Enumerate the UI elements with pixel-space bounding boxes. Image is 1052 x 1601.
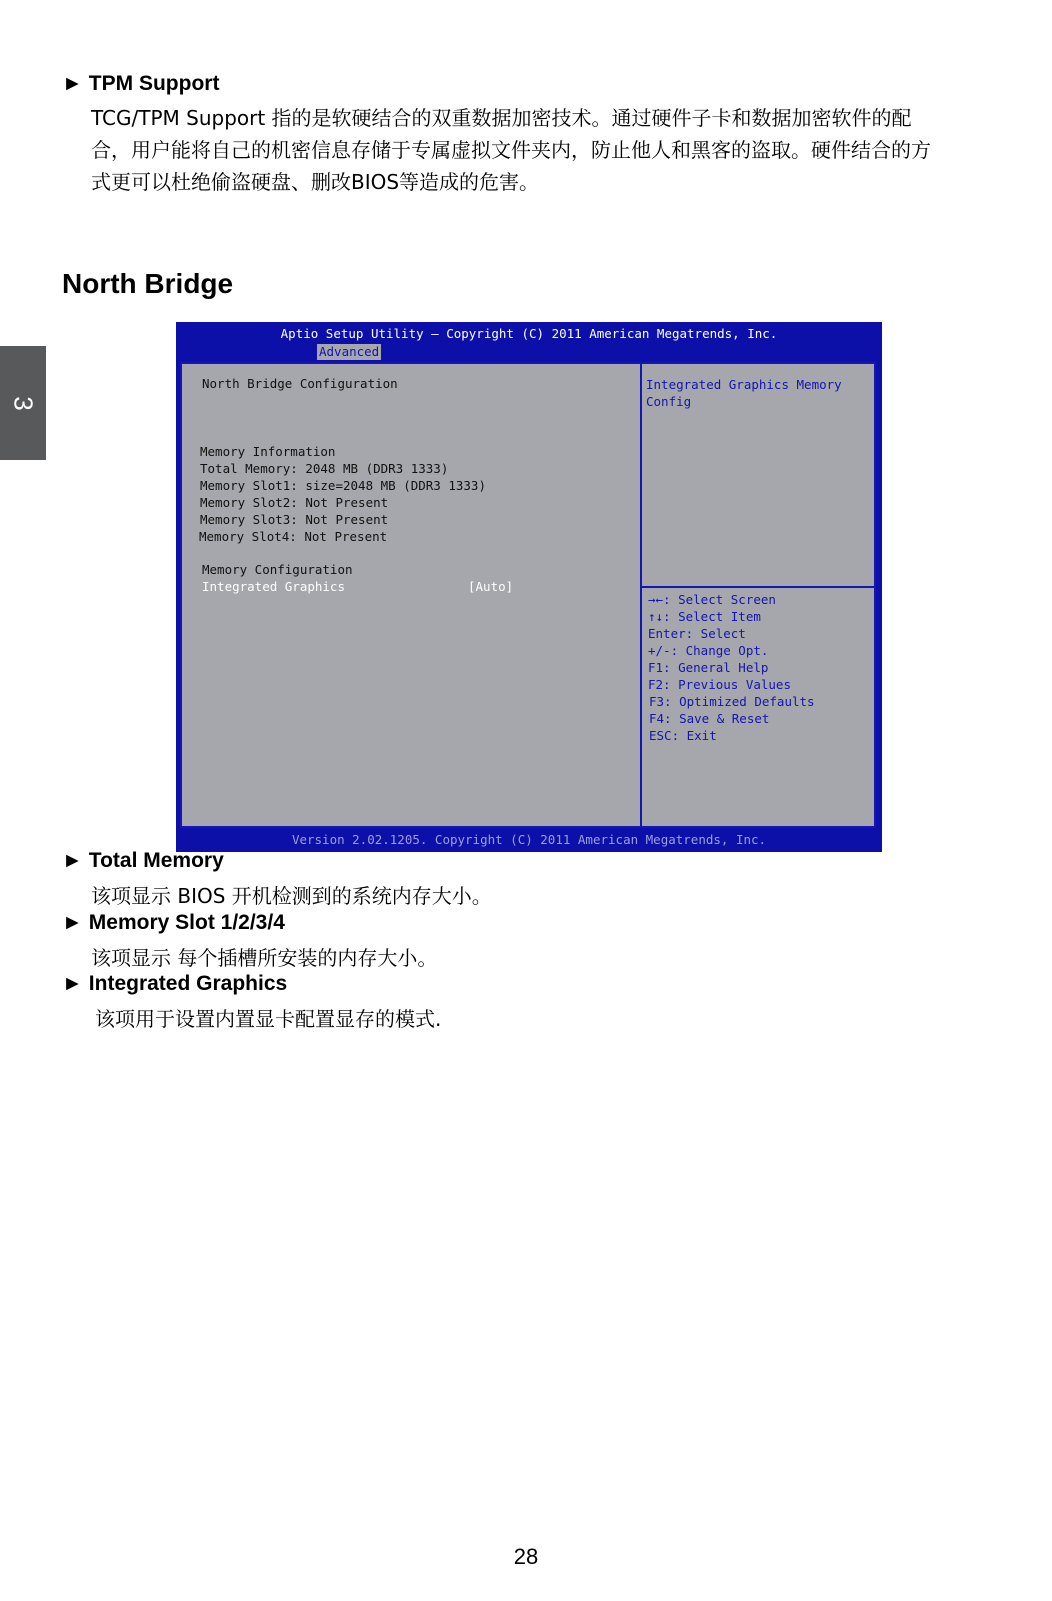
integrated-graphics-heading xyxy=(62,972,287,996)
bios-key-legend xyxy=(642,588,874,826)
total-memory-text: 该项显示 BIOS 开机检测到的系统内存大小。 xyxy=(91,884,492,908)
integrated-graphics-value[interactable]: [Auto] xyxy=(468,579,514,594)
tpm-line-1: TCG/TPM Support 指的是软硬结合的双重数据加密技术。通过硬件子卡和数据加密软件的配 xyxy=(91,106,912,130)
total-memory-heading xyxy=(62,849,224,873)
help-line-1: Integrated Graphics Memory xyxy=(646,377,842,392)
chapter-number: 3 xyxy=(8,395,39,411)
key-f2: F2: Previous Values xyxy=(648,677,791,692)
memory-slot-text: 该项显示 每个插槽所安装的内存大小。 xyxy=(91,946,438,970)
bios-main-panel xyxy=(180,362,876,828)
memory-config-label: Memory Configuration xyxy=(202,562,353,577)
key-esc: ESC: Exit xyxy=(649,728,717,743)
memory-slot-description xyxy=(91,942,1011,974)
key-enter: Enter: Select xyxy=(648,626,746,641)
help-line-2: Config xyxy=(646,394,692,409)
key-select-screen: →←: Select Screen xyxy=(648,592,776,607)
bios-panel-heading: North Bridge Configuration xyxy=(202,376,398,391)
tpm-line-2: 合，用户能将自己的机密信息存储于专属虚拟文件夹内，防止他人和黑客的盗取。硬件结合的方 xyxy=(91,138,931,162)
key-f1: F1: General Help xyxy=(648,660,769,675)
tpm-line-3: 式更可以杜绝偷盗硬盘、删改BIOS等造成的危害。 xyxy=(91,170,540,194)
integrated-graphics-description xyxy=(95,1003,1015,1035)
page-number: 28 xyxy=(513,1544,539,1569)
tpm-support-title: TPM Support xyxy=(88,72,220,95)
chapter-tab xyxy=(0,346,46,460)
bullet-arrow-icon: ► xyxy=(62,849,83,872)
total-memory-title: Total Memory xyxy=(88,849,224,872)
integrated-graphics-option[interactable]: Integrated Graphics xyxy=(202,579,345,594)
key-change-opt: +/-: Change Opt. xyxy=(648,643,769,658)
bios-help-panel xyxy=(642,364,874,588)
tab-advanced[interactable]: Advanced xyxy=(319,344,380,359)
key-f3: F3: Optimized Defaults xyxy=(649,694,815,709)
integrated-graphics-title: Integrated Graphics xyxy=(88,972,288,995)
memory-slot1-row: Memory Slot1: size=2048 MB (DDR3 1333) xyxy=(200,478,486,493)
memory-info-label: Memory Information xyxy=(200,444,336,459)
tpm-support-description xyxy=(91,102,1011,198)
memory-slot4-row: Memory Slot4: Not Present xyxy=(199,529,388,544)
bios-title: Aptio Setup Utility – Copyright (C) 2011 American Megatrends, Inc. xyxy=(280,326,778,341)
total-memory-description xyxy=(91,880,1011,912)
bullet-arrow-icon: ► xyxy=(62,972,83,995)
bios-footer: Version 2.02.1205. Copyright (C) 2011 American Megatrends, Inc. xyxy=(291,832,767,847)
bullet-arrow-icon: ► xyxy=(62,911,83,934)
key-f4: F4: Save & Reset xyxy=(649,711,770,726)
memory-slot-heading xyxy=(62,911,285,935)
bios-settings-panel xyxy=(182,364,642,826)
tpm-support-heading xyxy=(62,72,219,96)
bullet-arrow-icon: ► xyxy=(62,72,83,95)
integrated-graphics-text: 该项用于设置内置显卡配置显存的模式. xyxy=(95,1007,442,1031)
bios-screen xyxy=(176,322,882,852)
memory-slot-title: Memory Slot 1/2/3/4 xyxy=(88,911,285,934)
section-title: North Bridge xyxy=(62,268,234,299)
key-select-item: ↑↓: Select Item xyxy=(648,609,761,624)
total-memory-row: Total Memory: 2048 MB (DDR3 1333) xyxy=(200,461,449,476)
memory-slot3-row: Memory Slot3: Not Present xyxy=(200,512,389,527)
memory-slot2-row: Memory Slot2: Not Present xyxy=(200,495,389,510)
